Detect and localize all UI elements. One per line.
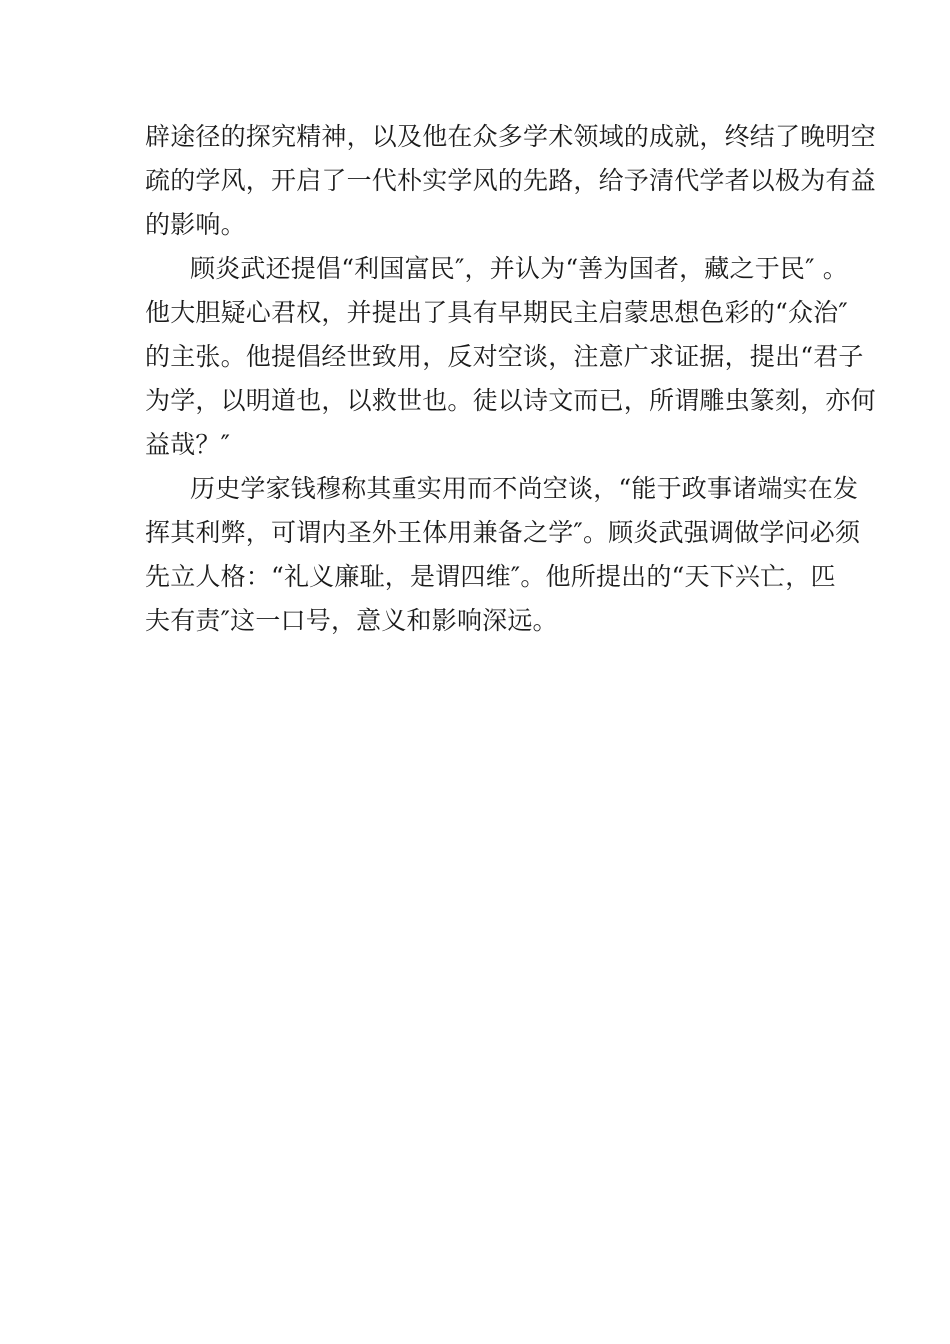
paragraph-line: 顾炎武还提倡“利国富民″，并认为“善为国者，藏之于民″ 。	[190, 254, 848, 283]
paragraph-line: 夫有责″这一口号，意义和影响深远。	[145, 606, 558, 635]
paragraph-line: 益哉？″	[145, 430, 231, 459]
paragraph-line: 他大胆疑心君权，并提出了具有早期民主启蒙思想色彩的“众治″	[145, 298, 848, 327]
paragraph-1	[145, 115, 876, 247]
paragraph-line: 的主张。他提倡经世致用，反对空谈，注意广求证据，提出“君子	[145, 342, 864, 371]
paragraph-2	[145, 247, 876, 467]
paragraph-line: 疏的学风，开启了一代朴实学风的先路，给予清代学者以极为有益	[145, 166, 876, 195]
document-body	[145, 115, 876, 643]
paragraph-line: 历史学家钱穆称其重实用而不尚空谈，“能于政事诸端实在发	[190, 474, 859, 503]
paragraph-line: 的影响。	[145, 210, 246, 239]
paragraph-line: 辟途径的探究精神，以及他在众多学术领域的成就，终结了晚明空	[145, 122, 876, 151]
paragraph-3	[145, 467, 861, 643]
paragraph-line: 先立人格：“礼义廉耻，是谓四维″。他所提出的“天下兴亡，匹	[145, 562, 836, 591]
paragraph-line: 为学，以明道也，以救世也。徒以诗文而已，所谓雕虫篆刻，亦何	[145, 386, 876, 415]
paragraph-line: 挥其利弊，可谓内圣外王体用兼备之学″。顾炎武强调做学问必须	[145, 518, 861, 547]
